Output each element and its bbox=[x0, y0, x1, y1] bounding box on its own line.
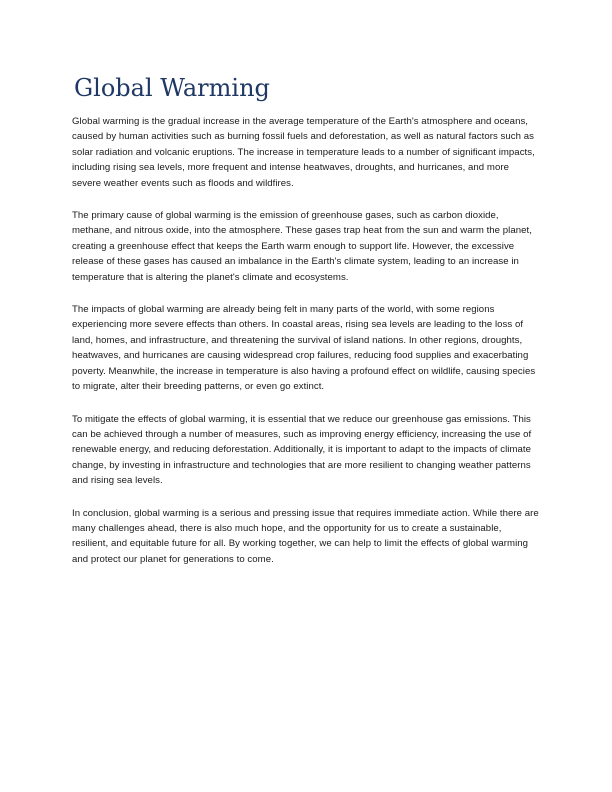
paragraph-definition: Global warming is the gradual increase in the average temperature of the Earth's atmosphere and oceans, caused by human activities such as burning fossil fuels and deforestation, as well as natural factors such as solar radiation and volcanic eruptions. The increase in temperature leads to a number of significant impacts, including rising sea levels, more frequent and intense heatwaves, droughts, and hurricanes, and more severe weather events such as floods and wildfires. bbox=[72, 116, 535, 189]
paragraph-impacts: The impacts of global warming are already being felt in many parts of the world, with some regions experiencing more severe effects than others. In coastal areas, rising sea levels are leading to the loss of land, homes, and infrastructure, and threatening the survival of island nations. In other regions, droughts, heatwaves, and hurricanes are causing widespread crop failures, reducing food supplies and exacerbating poverty. Meanwhile, the increase in temperature is also having a profound effect on wildlife, causing species to migrate, alter their breeding patterns, or even go extinct. bbox=[72, 304, 536, 393]
paragraph-primary-cause: The primary cause of global warming is the emission of greenhouse gases, such as carbon dioxide, methane, and nitrous oxide, into the atmosphere. These gases trap heat from the sun and warm the planet, creating a greenhouse effect that keeps the Earth warm enough to support life. However, the excessive release of these gases has caused an imbalance in the Earth's climate system, leading to an increase in temperature that is altering the planet's climate and ecosystems. bbox=[72, 210, 532, 283]
paragraph-conclusion: In conclusion, global warming is a serious and pressing issue that requires immediate action. While there are many challenges ahead, there is also much hope, and the opportunity for us to create a sustainable, resilient, and equitable future for all. By working together, we can help to limit the effects of global warming and protect our planet for generations to come. bbox=[72, 507, 539, 565]
document-body bbox=[72, 114, 540, 584]
paragraph-mitigation: To mitigate the effects of global warming, it is essential that we reduce our greenhouse gas emissions. This can be achieved through a number of measures, such as improving energy efficiency, increasing the use of renewable energy, and reducing deforestation. Additionally, it is important to adapt to the impacts of climate change, by investing in infrastructure and technologies that are more resilient to changing weather patterns and rising sea levels. bbox=[72, 413, 532, 487]
page-title: Global Warming bbox=[74, 74, 270, 102]
